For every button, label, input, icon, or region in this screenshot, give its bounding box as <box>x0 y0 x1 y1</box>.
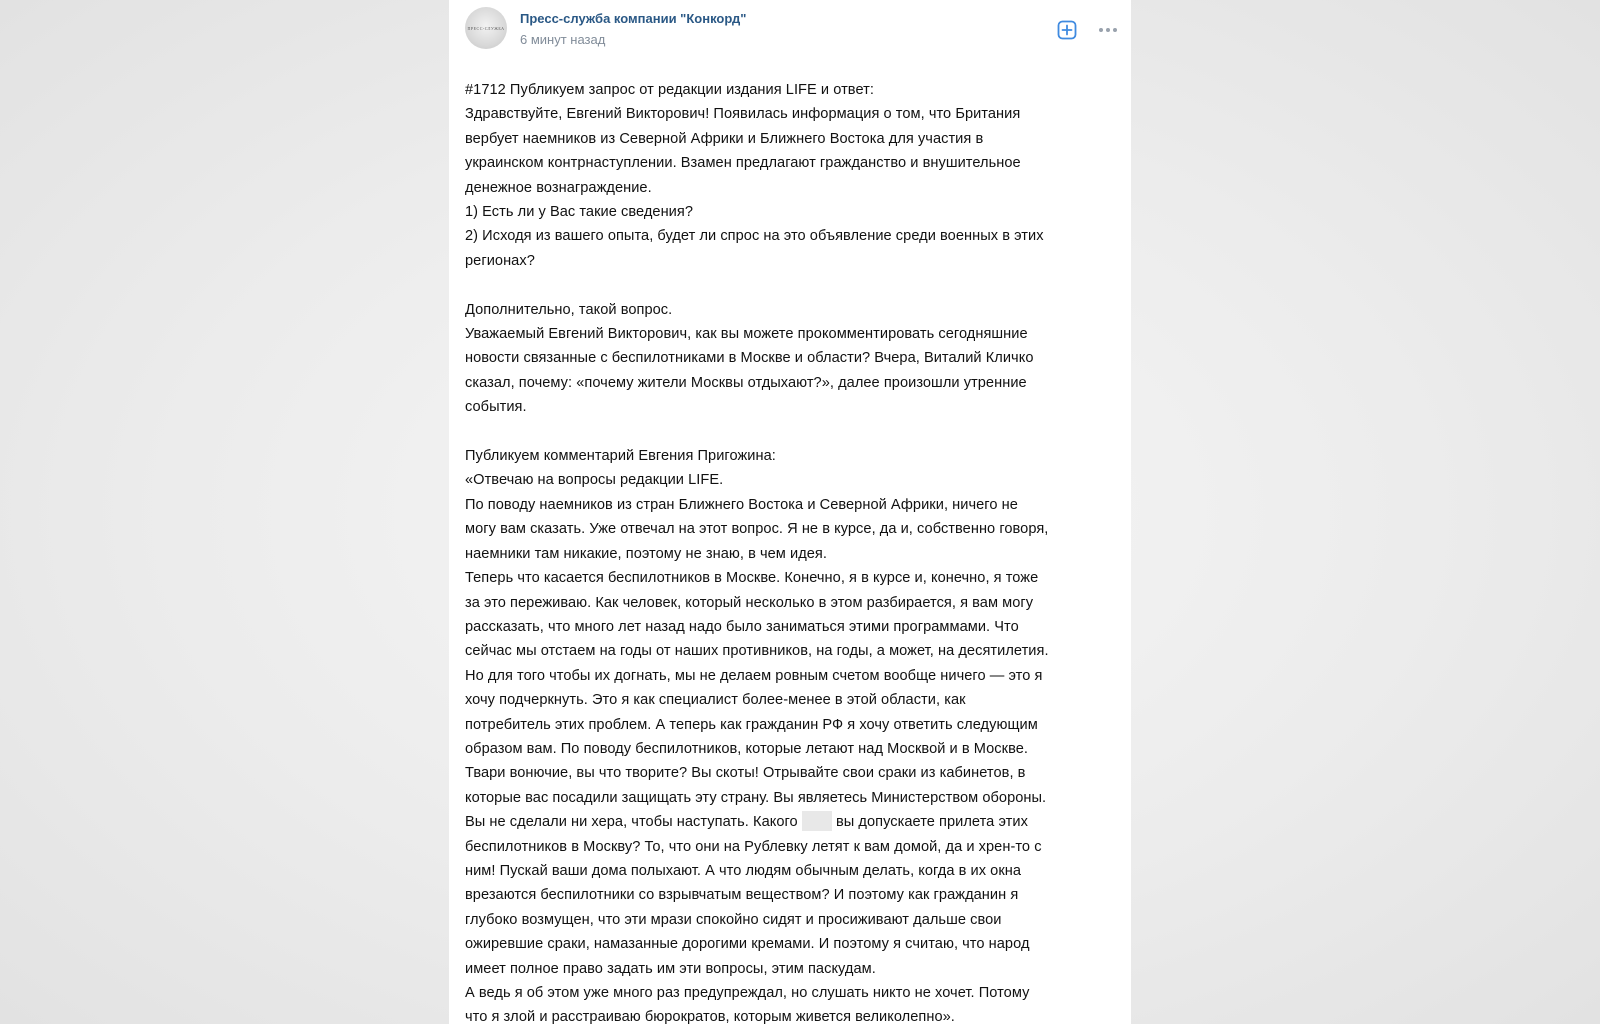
more-horizontal-icon[interactable] <box>1097 23 1119 37</box>
add-square-icon[interactable] <box>1057 20 1077 40</box>
text-line: Уважаемый Евгений Викторович, как вы можете прокомментировать сегодняшние <box>465 326 1028 343</box>
text-line: украинском контрнаступлении. Взамен предлагают гражданство и внушительное <box>465 155 1021 172</box>
text-line: что я злой и расстраиваю бюрократов, которым живется великолепно». <box>465 1009 955 1024</box>
text-line: сейчас мы отстаем на годы от наших противников, на годы, а может, на десятилетия. <box>465 643 1049 660</box>
text-line: денежное вознаграждение. <box>465 179 652 196</box>
text-line: имеет полное право задать им эти вопросы, этим паскудам. <box>465 960 876 977</box>
text-line: Дополнительно, такой вопрос. <box>465 301 673 318</box>
text-line: По поводу наемников из стран Ближнего Востока и Северной Африки, ничего не <box>465 496 1018 513</box>
text-line: врезаются беспилотники со взрывчатым веществом? И поэтому как гражданин я <box>465 887 1019 904</box>
text-line: #1712 Публикуем запрос от редакции издания LIFE и ответ: <box>465 82 874 98</box>
post-time[interactable]: 6 минут назад <box>520 32 606 47</box>
author-name-link[interactable]: Пресс-служба компании "Конкорд" <box>520 11 747 26</box>
censored-word <box>802 811 832 831</box>
text-line: ожиревшие сраки, намазанные дорогими кремами. И поэтому я считаю, что народ <box>465 936 1030 953</box>
blank-line <box>465 420 1115 444</box>
text-line: регионах? <box>465 252 535 269</box>
text-line: события. <box>465 399 527 416</box>
post-header <box>449 0 1131 60</box>
text-line: 2) Исходя из вашего опыта, будет ли спрос на это объявление среди военных в этих <box>465 228 1044 245</box>
blank-line <box>465 273 1115 297</box>
text-line: глубоко возмущен, что эти мрази спокойно сидят и просиживают дальше свои <box>465 911 1002 928</box>
text-line: новости связанные с беспилотниками в Москве и области? Вчера, Виталий Кличко <box>465 350 1034 367</box>
avatar[interactable] <box>465 7 507 49</box>
text-line: Здравствуйте, Евгений Викторович! Появилась информация о том, что Британия <box>465 106 1021 123</box>
post-text <box>465 78 1115 1024</box>
text-line: Твари вонючие, вы что творите? Вы скоты! Отрывайте свои сраки из кабинетов, в <box>465 765 1026 782</box>
text-line: потребитель этих проблем. А теперь как гражданин РФ я хочу ответить следующим <box>465 716 1038 733</box>
text-line: наемники там никакие, поэтому не знаю, в чем идея. <box>465 545 827 562</box>
text-line: которые вас посадили защищать эту страну. Вы являетесь Министерством обороны. <box>465 789 1047 806</box>
text-line <box>465 810 1115 834</box>
text-fragment: вы допускаете прилета этих <box>835 814 1028 831</box>
text-line: могу вам сказать. Уже отвечал на этот вопрос. Я не в курсе, да и, собственно говоря, <box>465 521 1049 538</box>
text-line: сказал, почему: «почему жители Москвы отдыхают?», далее произошли утренние <box>465 374 1027 391</box>
text-line: беспилотников в Москву? То, что они на Рублевку летят к вам домой, да и хрен-то с <box>465 838 1042 855</box>
text-line: хочу подчеркнуть. Это я как специалист более-менее в этой области, как <box>465 692 966 709</box>
text-fragment: Вы не сделали ни хера, чтобы наступать. Какого <box>465 814 798 831</box>
text-line: рассказать, что много лет назад надо было заниматься этими программами. Что <box>465 618 1019 635</box>
text-line: Но для того чтобы их догнать, мы не делаем ровным счетом вообще ничего — это я <box>465 667 1043 684</box>
text-line: ним! Пускай ваши дома полыхают. А что людям обычным делать, когда в их окна <box>465 862 1022 879</box>
text-line: Теперь что касается беспилотников в Москве. Конечно, я в курсе и, конечно, я тоже <box>465 570 1039 587</box>
text-line: 1) Есть ли у Вас такие сведения? <box>465 204 694 221</box>
text-line: за это переживаю. Как человек, который несколько в этом разбирается, я вам могу <box>465 594 1034 611</box>
text-line: вербует наемников из Северной Африки и Ближнего Востока для участия в <box>465 130 984 147</box>
text-line: «Отвечаю на вопросы редакции LIFE. <box>465 472 724 489</box>
avatar-logo: ПРЕСС-СЛУЖБА <box>467 25 505 31</box>
text-line: Публикуем комментарий Евгения Пригожина: <box>465 448 776 465</box>
text-line: образом вам. По поводу беспилотников, которые летают над Москвой и в Москве. <box>465 740 1028 757</box>
post-card <box>449 0 1131 1024</box>
text-line: А ведь я об этом уже много раз предупреждал, но слушать никто не хочет. Потому <box>465 985 1030 1001</box>
